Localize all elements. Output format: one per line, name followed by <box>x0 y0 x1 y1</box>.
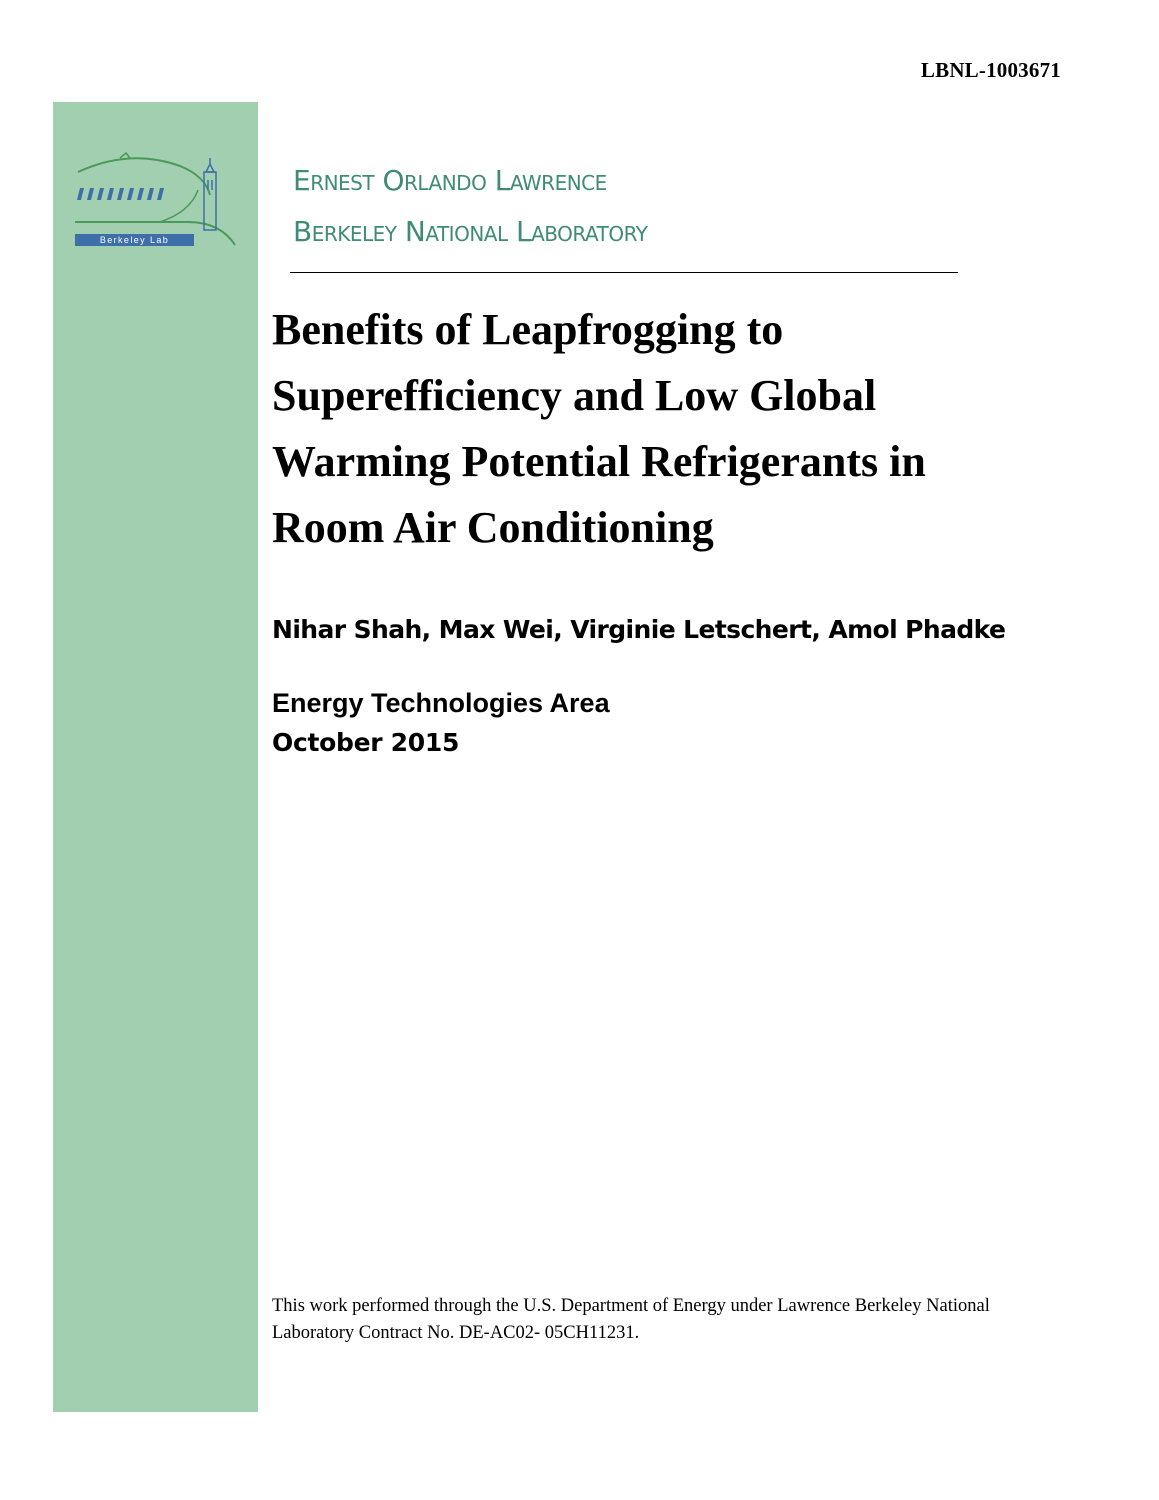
header-divider <box>290 272 958 273</box>
title-line: Benefits of Leapfrogging to <box>272 305 784 354</box>
report-number: LBNL-1003671 <box>920 58 1061 82</box>
funding-line: This work performed through the U.S. Department of Energy under Lawrence Berkeley National <box>272 1296 990 1316</box>
lab-name <box>293 155 647 257</box>
research-area: Energy Technologies Area <box>272 688 610 718</box>
title-line: Warming Potential Refrigerants in <box>272 437 926 486</box>
sidebar-band <box>53 102 258 1412</box>
publication-date: October 2015 <box>272 728 460 757</box>
funding-line: Laboratory Contract No. DE-AC02- 05CH11231. <box>272 1323 640 1343</box>
authors: Nihar Shah, Max Wei, Virginie Letschert, Amol Phadke <box>272 615 1006 644</box>
lab-name-line-1: Ernest Orlando Lawrence <box>293 164 607 197</box>
berkeley-lab-logo <box>70 150 240 250</box>
berkeley-lab-label: Berkeley Lab <box>75 234 194 246</box>
title-line: Superefficiency and Low Global <box>272 371 877 420</box>
report-title <box>272 297 1092 561</box>
funding-statement <box>272 1293 1102 1347</box>
title-line: Room Air Conditioning <box>272 503 714 552</box>
lab-name-line-2: Berkeley National Laboratory <box>293 215 648 248</box>
